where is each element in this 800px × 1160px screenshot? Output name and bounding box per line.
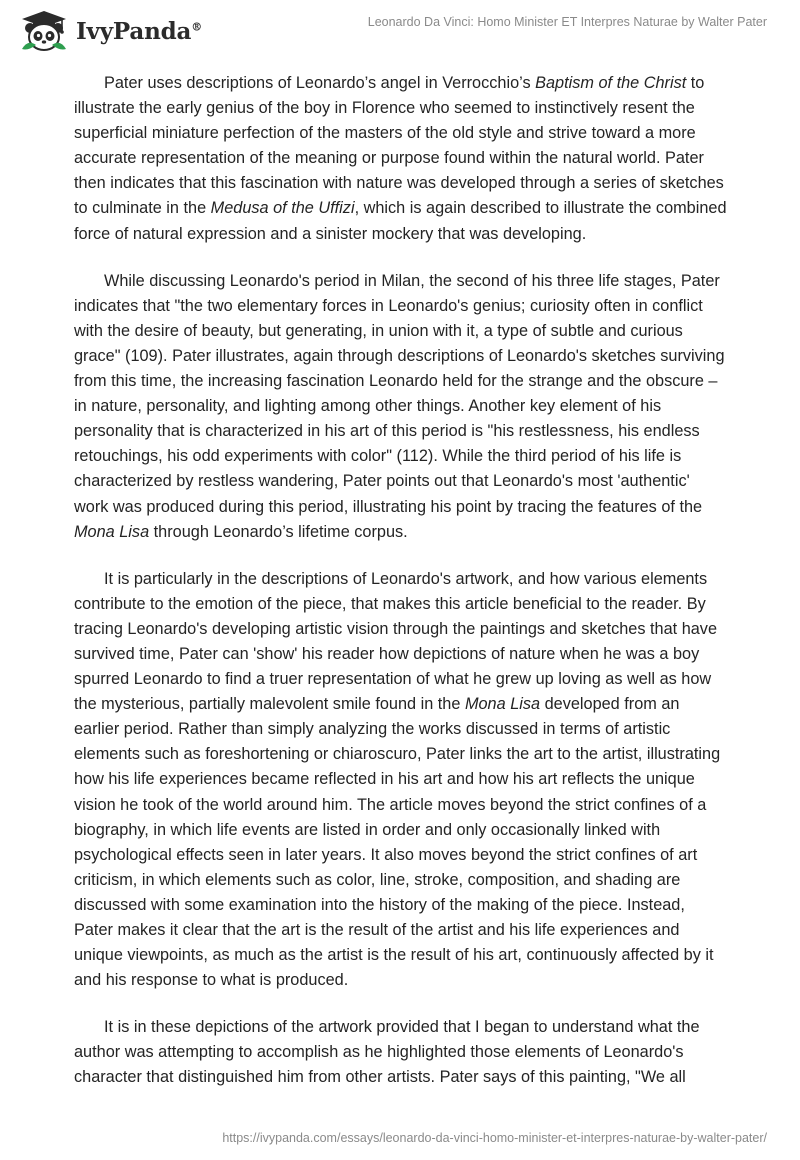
italic-title-text: Medusa of the Uffizi [210, 199, 355, 218]
document-title: Leonardo Da Vinci: Homo Minister ET Interpres Naturae by Walter Pater [367, 15, 767, 29]
paragraph-text: through Leonardo’s lifetime corpus. [149, 522, 408, 541]
source-url[interactable]: https://ivypanda.com/essays/leonardo-da-vinci-homo-minister-et-interpres-naturae-by-walter-pater/ [222, 1131, 767, 1145]
brand-name: IvyPanda® [76, 17, 202, 45]
paragraph [74, 269, 728, 545]
paragraph-text: It is particularly in the descriptions of Leonardo's artwork, and how various elements contribute to the emotion of the piece, that makes this article beneficial to the reader. By tracing Leonardo's developing artistic vision through the paintings and sketches that have survived time, Pater can 'show' his reader how depictions of nature when he was a boy spurred Leonardo to find a truer representation of what he grew up loving as well as how the mysterious, partially malevolent smile found in the [74, 569, 718, 714]
page-header [0, 0, 800, 62]
italic-title-text: Baptism of the Christ [535, 74, 687, 92]
paragraph [74, 71, 728, 247]
paragraph [74, 1015, 728, 1090]
italic-title-text: Mona Lisa [464, 695, 541, 714]
essay-body [74, 71, 728, 1113]
paragraph [74, 567, 728, 994]
panda-mascot-icon [18, 9, 70, 53]
registered-mark: ® [191, 19, 202, 33]
paragraph-text: Pater uses descriptions of Leonardo’s angel in Verrocchio’s [104, 74, 536, 92]
paragraph-text: While discussing Leonardo's period in Milan, the second of his three life stages, Pater indicates that "the two elementary forces in Leonardo's genius; curiosity often in conflict with the desire of beauty, but generating, in union with it, a type of subtle and curious grace" (109). Pater illustrates, again through descriptions of Leonardo's sketches surviving from this time, the increasing fascination Leonardo held for the strange and the obscure – in nature, personality, and lighting among other things. Another key element of his personality that is characterized in his art of this period is "his restlessness, his endless retouchings, his odd experiments with color" (112). While the third period of his life is characterized by restless wandering, Pater points out that Leonardo's most 'authentic' work was produced during this period, illustrating his point by tracing the features of the [74, 271, 725, 516]
paragraph-text: developed from an earlier period. Rather than simply analyzing the works discussed in terms of artistic elements such as foreshortening or chiaroscuro, Pater links the art to the artist, illustrating how his life experiences became reflected in his art and how his art reflects the unique vision he took of the world around him. The article moves beyond the strict confines of a biography, in which life events are listed in order and only occasionally linked with psychological effects seen in later years. It also moves beyond the strict confines of art criticism, in which elements such as color, line, stroke, composition, and shading are discussed with some examination into the history of the making of the piece. Instead, Pater makes it clear that the art is the result of the artist and his life experiences and unique viewpoints, as much as the artist is the result of his art, continuously affected by it and his response to what is produced. [74, 695, 721, 990]
italic-title-text: Mona Lisa [74, 522, 150, 541]
paragraph-text: to illustrate the early genius of the boy in Florence who seemed to instinctively resent the superficial miniature perfection of the masters of the old style and strive toward a more accurate representation of the meaning or purpose found within the natural world. Pater then indicates that this fascination with nature was developed through a series of sketches to culminate in the [74, 74, 724, 218]
ivypanda-logo[interactable] [18, 9, 202, 53]
paragraph-text: , which is again described to illustrate the combined force of natural expression and a sinister mockery that was developing. [74, 199, 727, 243]
paragraph-text: It is in these depictions of the artwork provided that I began to understand what the author was attempting to accomplish as he highlighted those elements of Leonardo's character that distinguished him from other artists. Pater says of this painting, "We all [74, 1018, 700, 1087]
